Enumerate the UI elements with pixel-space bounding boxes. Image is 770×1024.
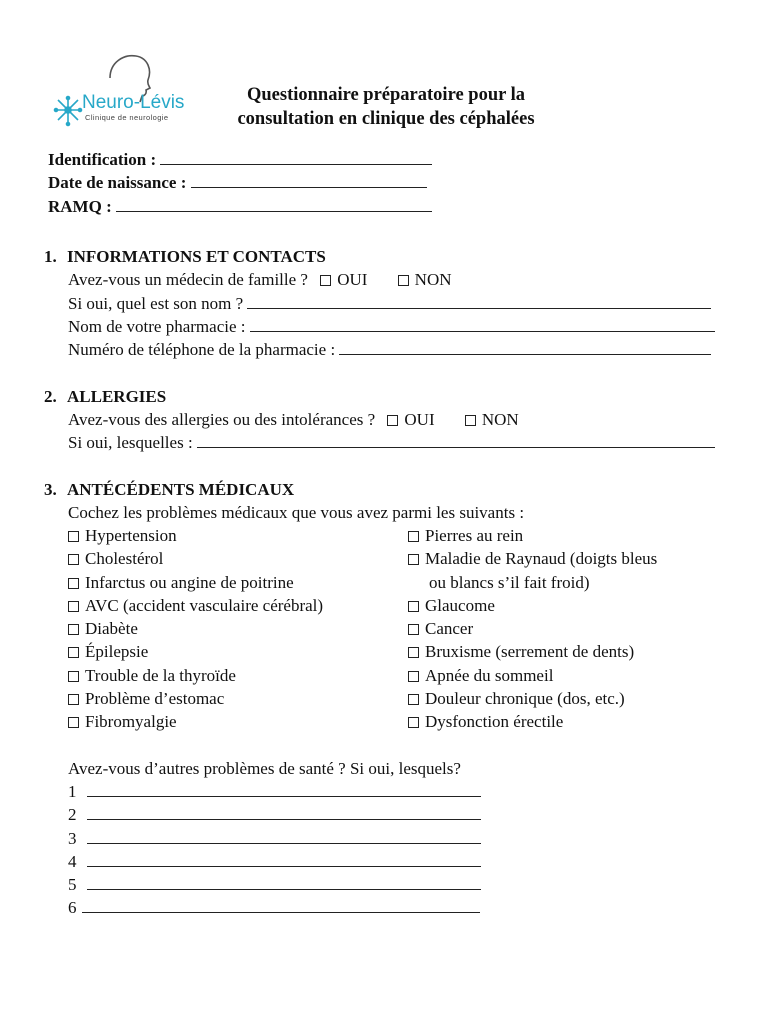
family-doctor-yes-label: OUI	[337, 270, 368, 289]
pharmacy-row	[68, 315, 715, 338]
doctor-name-field[interactable]	[247, 294, 711, 309]
other-problem-field[interactable]	[87, 875, 481, 890]
allergy-yes-label: OUI	[404, 410, 435, 429]
condition-checkbox[interactable]	[408, 694, 419, 705]
pharmacy-phone-field[interactable]	[339, 340, 711, 355]
condition-item	[408, 594, 657, 617]
condition-label: Apnée du sommeil	[425, 665, 554, 685]
condition-checkbox[interactable]	[68, 554, 79, 565]
identification-row	[48, 148, 432, 171]
condition-label: Glaucome	[425, 595, 495, 615]
condition-checkbox[interactable]	[68, 624, 79, 635]
condition-item	[408, 547, 657, 570]
ramq-row	[48, 195, 432, 218]
identification-field[interactable]	[160, 150, 432, 165]
pharmacy-label: Nom de votre pharmacie :	[68, 317, 246, 336]
condition-label: Diabète	[85, 619, 138, 639]
allergy-no-checkbox[interactable]	[465, 415, 476, 426]
condition-label: Trouble de la thyroïde	[85, 665, 236, 685]
section2-number: 2.	[44, 387, 57, 406]
condition-item	[408, 617, 657, 640]
logo-name: Neuro-Lévis	[82, 92, 185, 113]
conditions-left-column	[68, 524, 323, 734]
other-problem-row	[68, 873, 481, 896]
condition-checkbox[interactable]	[408, 601, 419, 612]
allergy-yes-checkbox[interactable]	[387, 415, 398, 426]
condition-checkbox[interactable]	[68, 694, 79, 705]
allergy-no-label: NON	[481, 410, 519, 429]
allergy-row	[68, 408, 519, 431]
dob-row	[48, 171, 427, 194]
condition-checkbox[interactable]	[68, 717, 79, 728]
condition-item	[68, 617, 323, 640]
section3-heading	[44, 478, 294, 501]
condition-item	[68, 571, 323, 594]
condition-checkbox[interactable]	[68, 647, 79, 658]
neuron-icon	[55, 97, 82, 126]
family-doctor-yes-checkbox[interactable]	[320, 275, 331, 286]
condition-checkbox[interactable]	[408, 671, 419, 682]
allergy-question: Avez-vous des allergies ou des intolérances ?	[68, 410, 376, 429]
logo-tagline: Clinique de neurologie	[85, 113, 169, 122]
ramq-field[interactable]	[116, 197, 432, 212]
condition-checkbox[interactable]	[68, 531, 79, 542]
section1-title: INFORMATIONS ET CONTACTS	[67, 247, 326, 266]
condition-item	[68, 640, 323, 663]
condition-item	[68, 687, 323, 710]
condition-item	[68, 710, 323, 733]
condition-label: Infarctus ou angine de poitrine	[85, 572, 294, 592]
condition-checkbox[interactable]	[68, 601, 79, 612]
doctor-name-row	[68, 292, 711, 315]
condition-checkbox[interactable]	[408, 554, 419, 565]
other-problem-number: 4	[68, 851, 77, 871]
condition-label: Cancer	[425, 619, 474, 639]
condition-checkbox[interactable]	[68, 578, 79, 589]
condition-item	[68, 547, 323, 570]
section1-heading	[44, 245, 326, 268]
condition-item	[408, 664, 657, 687]
other-problem-number: 1	[68, 782, 77, 801]
condition-label: Fibromyalgie	[85, 712, 177, 732]
title-line-1: Questionnaire préparatoire pour la	[246, 85, 525, 105]
document-title	[186, 83, 586, 131]
family-doctor-no-checkbox[interactable]	[398, 275, 409, 286]
condition-label: Bruxisme (serrement de dents)	[425, 642, 635, 662]
other-problem-number: 6	[68, 898, 77, 918]
other-problem-row	[68, 803, 481, 826]
ramq-label: RAMQ :	[48, 197, 112, 216]
dob-field[interactable]	[191, 173, 427, 188]
other-problem-field[interactable]	[87, 829, 481, 844]
condition-label: Cholestérol	[85, 549, 164, 569]
other-problem-row	[68, 827, 481, 850]
condition-item	[68, 594, 323, 617]
family-doctor-no-label: NON	[414, 270, 452, 289]
condition-item	[68, 524, 323, 547]
other-problem-row	[68, 850, 481, 873]
condition-label: Dysfonction érectile	[425, 712, 564, 732]
condition-item-continuation	[408, 571, 657, 594]
allergy-which-field[interactable]	[197, 433, 715, 448]
condition-item	[408, 524, 657, 547]
section2-heading	[44, 385, 166, 408]
other-problems-question: Avez-vous d’autres problèmes de santé ? Si oui, lesquels?	[68, 759, 461, 778]
allergy-which-label: Si oui, lesquelles :	[68, 433, 193, 452]
identification-label: Identification :	[48, 150, 157, 169]
condition-item	[68, 664, 323, 687]
pharmacy-field[interactable]	[250, 317, 715, 332]
family-doctor-row	[68, 268, 452, 291]
condition-label: Problème d’estomac	[85, 689, 225, 709]
condition-checkbox[interactable]	[68, 671, 79, 682]
conditions-right-column	[408, 524, 657, 734]
other-problem-number: 3	[68, 828, 77, 848]
section3-intro: Cochez les problèmes médicaux que vous avez parmi les suivants :	[68, 503, 525, 522]
condition-label: AVC (accident vasculaire cérébral)	[85, 595, 324, 615]
condition-item	[408, 640, 657, 663]
section3-title: ANTÉCÉDENTS MÉDICAUX	[67, 480, 295, 499]
other-problem-row	[68, 896, 481, 919]
other-problems-list	[68, 780, 481, 920]
condition-label: Maladie de Raynaud (doigts bleus	[425, 549, 658, 569]
condition-checkbox[interactable]	[408, 531, 419, 542]
pharmacy-phone-row	[68, 338, 711, 361]
other-problem-field[interactable]	[82, 898, 480, 913]
section3-number: 3.	[44, 480, 57, 499]
title-line-2: consultation en clinique des céphalées	[237, 109, 535, 129]
other-problem-field[interactable]	[87, 852, 481, 867]
condition-label: Douleur chronique (dos, etc.)	[425, 689, 625, 709]
condition-label: Épilepsie	[85, 642, 149, 662]
doctor-name-label: Si oui, quel est son nom ?	[68, 294, 244, 313]
condition-checkbox[interactable]	[408, 647, 419, 658]
other-problem-number: 2	[68, 805, 77, 825]
section1-number: 1.	[44, 247, 57, 266]
condition-label: Hypertension	[85, 526, 177, 545]
condition-checkbox[interactable]	[408, 717, 419, 728]
other-problem-number: 5	[68, 875, 77, 895]
condition-item	[408, 687, 657, 710]
family-doctor-question: Avez-vous un médecin de famille ?	[68, 270, 308, 289]
condition-item	[408, 710, 657, 733]
condition-label: ou blancs s’il fait froid)	[429, 572, 590, 592]
section2-title: ALLERGIES	[67, 387, 167, 406]
other-problem-row	[68, 780, 481, 803]
allergy-which-row	[68, 431, 715, 454]
dob-label: Date de naissance :	[48, 173, 187, 192]
pharmacy-phone-label: Numéro de téléphone de la pharmacie :	[68, 340, 336, 359]
other-problem-field[interactable]	[87, 782, 481, 797]
other-problem-field[interactable]	[87, 805, 481, 820]
condition-checkbox[interactable]	[408, 624, 419, 635]
condition-label: Pierres au rein	[425, 526, 524, 545]
